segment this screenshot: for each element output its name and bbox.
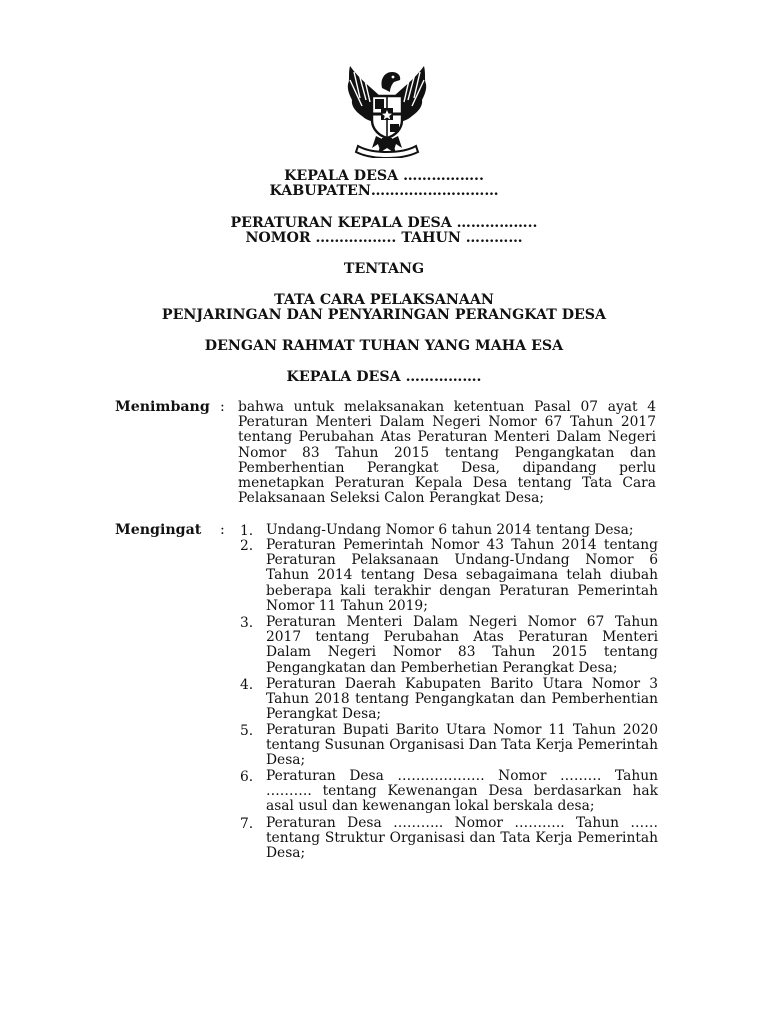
mengingat-item-number: 5.: [240, 723, 254, 739]
mengingat-item-text: Peraturan Daerah Kabupaten Barito Utara Nomor 3 Tahun 2018 tentang Pengangkatan dan Pemberhentian Perangkat Desa;: [266, 676, 658, 723]
header-kabupaten: KABUPATEN………………………: [269, 183, 499, 199]
mengingat-item-text: Undang-Undang Nomor 6 tahun 2014 tentang Desa;: [266, 522, 634, 538]
mengingat-item-number: 4.: [240, 677, 254, 693]
mengingat-item-number: 3.: [240, 615, 254, 631]
menimbang-label: Menimbang: [115, 399, 210, 415]
mengingat-item-text: Peraturan Bupati Barito Utara Nomor 11 Tahun 2020 tentang Susunan Organisasi Dan Tata Kerja Pemerintah Desa;: [266, 722, 658, 769]
menimbang-colon: :: [220, 399, 225, 415]
mengingat-item-text: Peraturan Pemerintah Nomor 43 Tahun 2014 tentang Peraturan Pelaksanaan Undang-Undang Nomor 6 Tahun 2014 tentang Desa sebagaimana telah diubah beberapa kali terakhir dengan Peraturan Pemerintah Nomor 11 Tahun 2019;: [266, 537, 658, 614]
rahmat-line: DENGAN RAHMAT TUHAN YANG MAHA ESA: [204, 338, 564, 354]
mengingat-item-number: 2.: [240, 538, 254, 554]
menimbang-text: bahwa untuk melaksanakan ketentuan Pasal 07 ayat 4 Peraturan Menteri Dalam Negeri Nomor 67 Tahun 2017 tentang Perubahan Atas Peraturan Menteri Dalam Negeri Nomor 83 Tahun 2015 tentang Pengangkatan dan Pemberhentian Perangkat Desa, dipandang perlu menetapkan Peraturan Kepala Desa tentang Tata Cara Pelaksanaan Seleksi Calon Perangkat Desa;: [238, 399, 656, 507]
mengingat-label: Mengingat: [115, 522, 202, 538]
header-peraturan: PERATURAN KEPALA DESA ……………..: [230, 215, 538, 231]
mengingat-item-number: 7.: [240, 816, 254, 832]
mengingat-item-text: Peraturan Desa ……….. Nomor ……….. Tahun …… tentang Struktur Organisasi dan Tata Kerja Pemerintah Desa;: [266, 815, 658, 862]
mengingat-item-text: Peraturan Menteri Dalam Negeri Nomor 67 Tahun 2017 tentang Perubahan Atas Peraturan Menteri Dalam Negeri Nomor 83 Tahun 2015 tentang Pengangkatan dan Pemberhetian Perangkat Desa;: [266, 614, 658, 676]
mengingat-item-text: Peraturan Desa ………………. Nomor ……… Tahun ………. tentang Kewenangan Desa berdasarkan hak asal usul dan kewenangan lokal berskala desa;: [266, 768, 658, 815]
mengingat-item-number: 1.: [240, 523, 254, 539]
header-tentang: TENTANG: [343, 261, 425, 277]
mengingat-colon: :: [220, 522, 225, 538]
header-nomor-tahun: NOMOR …………….. TAHUN …………: [245, 230, 523, 246]
title-line-1: TATA CARA PELAKSANAAN: [274, 292, 494, 308]
header-kepala-desa-2: KEPALA DESA …………….: [286, 369, 482, 385]
garuda-emblem-icon: [338, 58, 436, 158]
mengingat-item-number: 6.: [240, 769, 254, 785]
title-line-2: PENJARINGAN DAN PENYARINGAN PERANGKAT DESA: [161, 307, 607, 323]
header-kepala-desa: KEPALA DESA ……………..: [284, 168, 484, 184]
